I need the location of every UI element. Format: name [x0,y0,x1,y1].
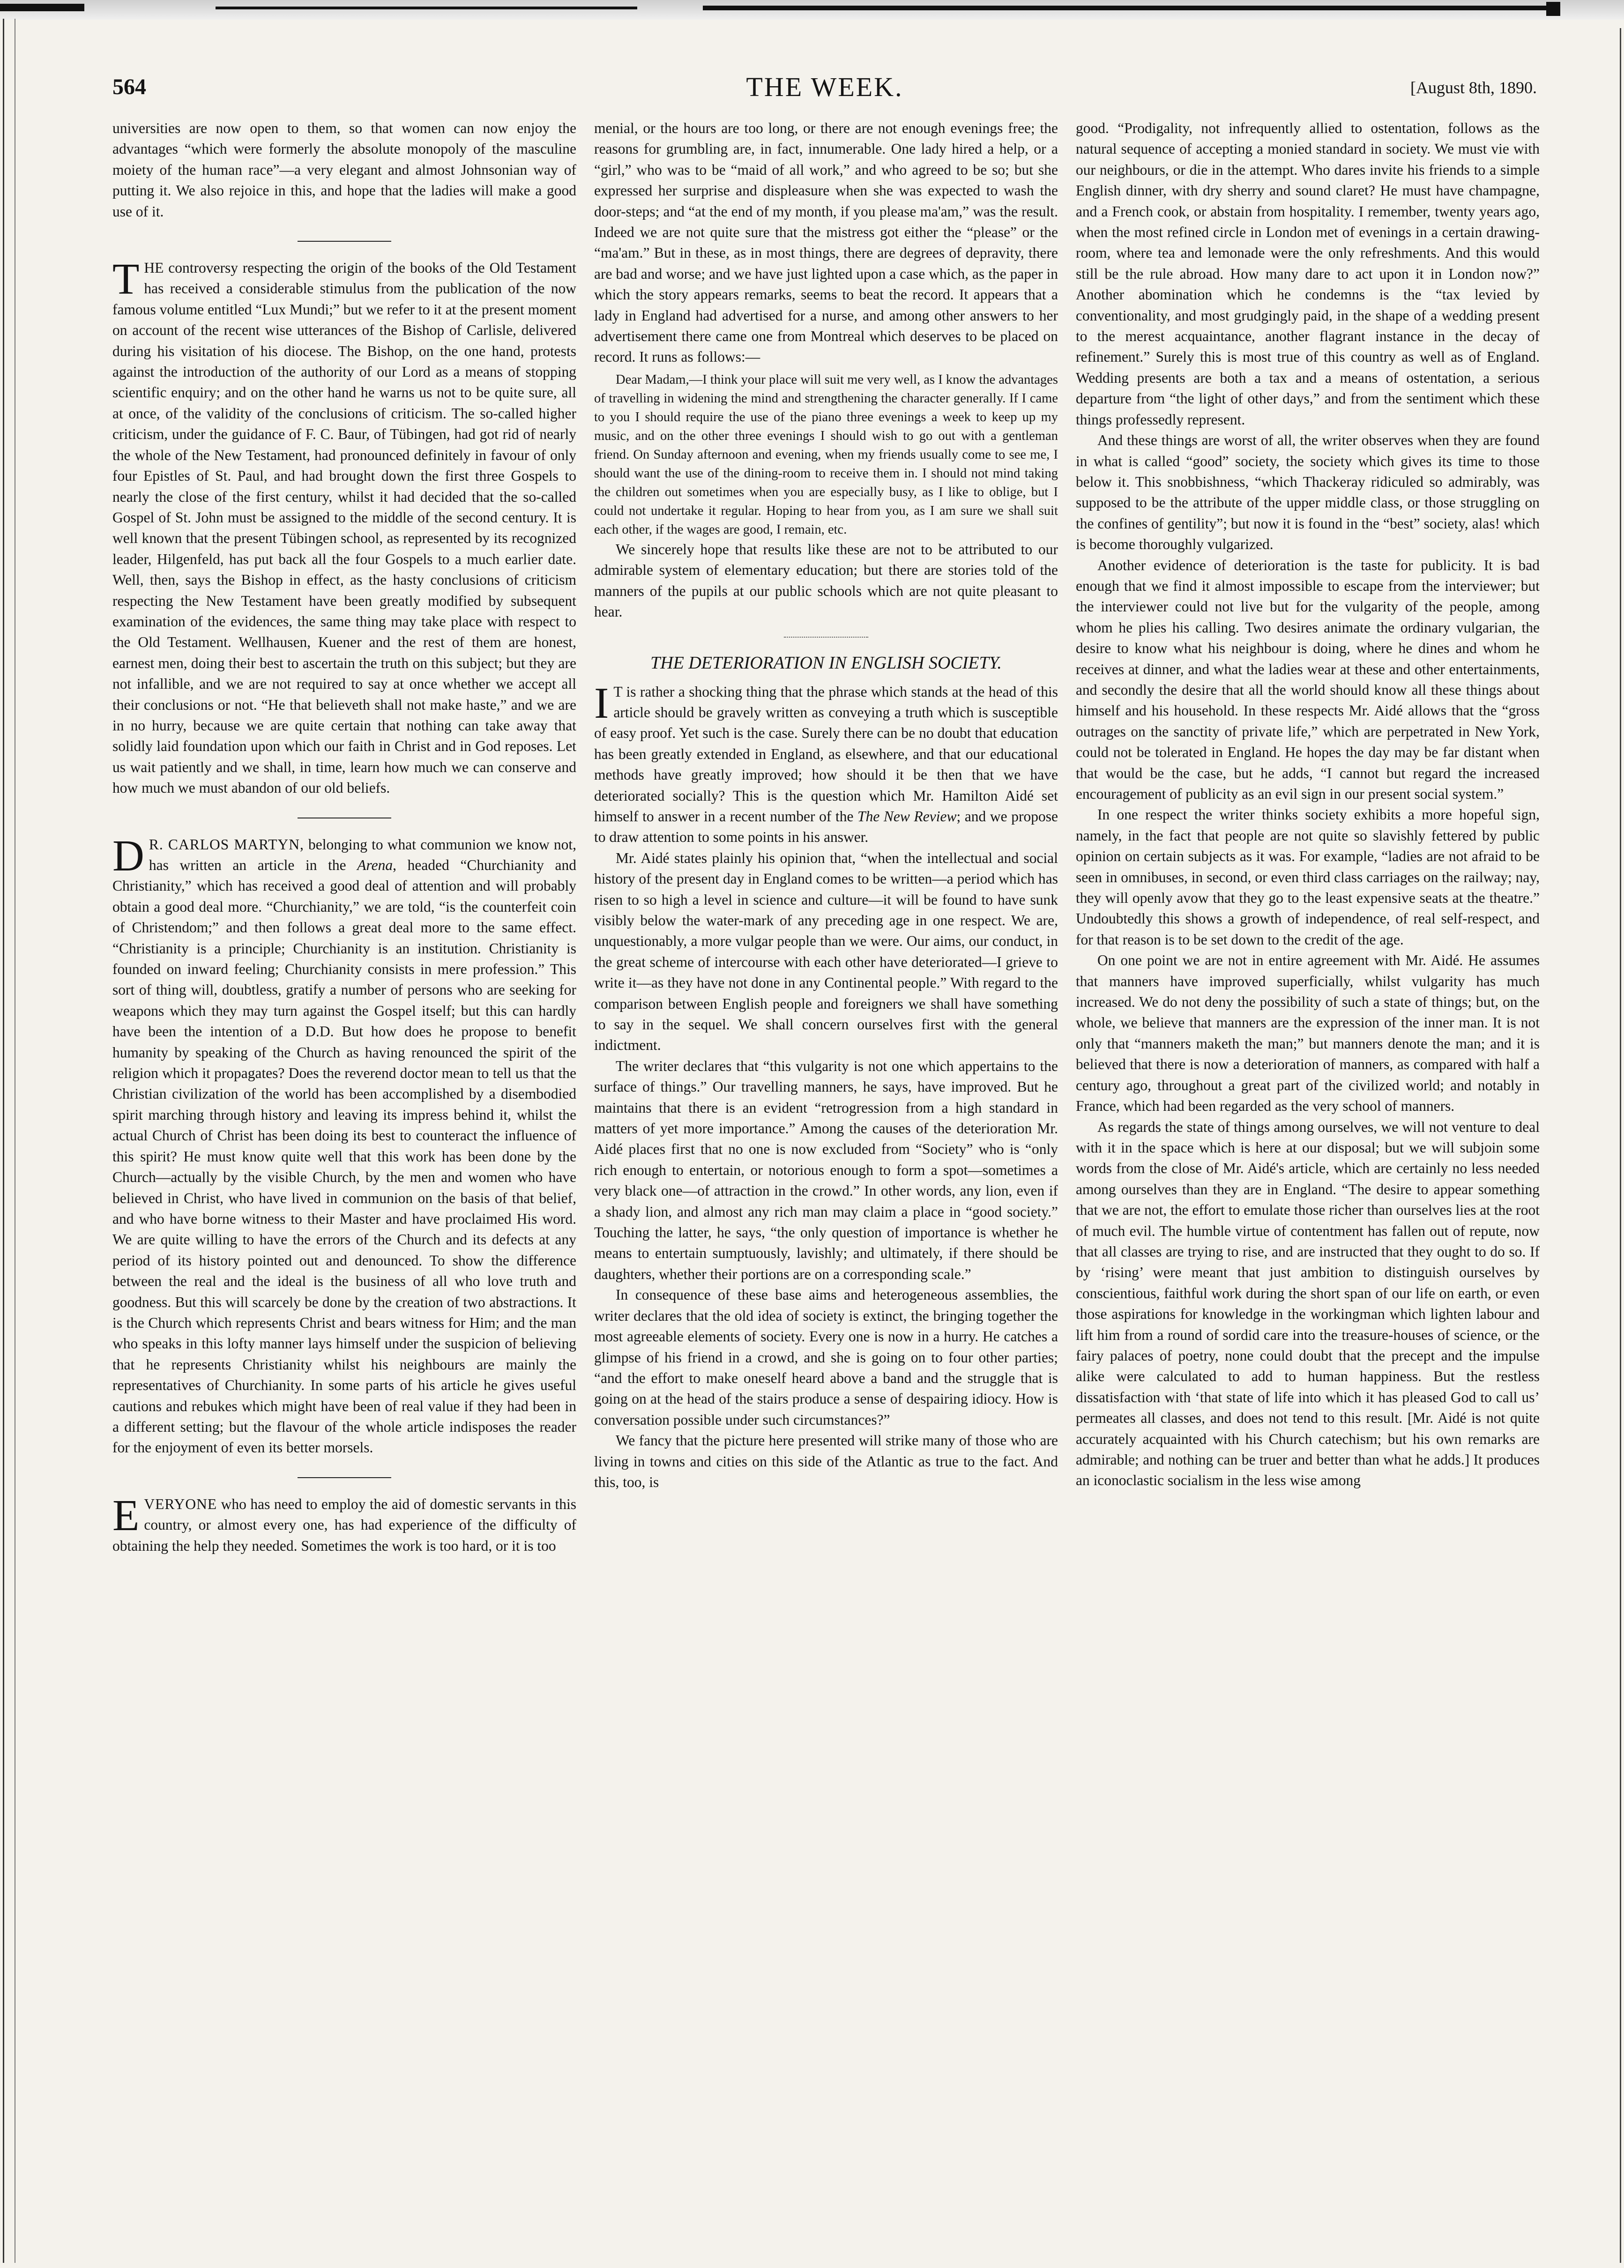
paragraph-assemblies: In consequence of these base aims and heterogeneous assemblies, the writer declares that the old idea of society is extinct, the bringing together the most agreeable elements of society. Every one is now in a hurry. He catches a glimpse of his friend in a crowd, and she is going on to four other parties; “and the effort to make oneself heard above a band and the struggle that is going on at the head of the stairs produce a sense of despairing idiocy. How is conversation possible under such circumstances?” [594,1286,1058,1428]
paragraph-old-testament [112,255,576,799]
binding-edge [3,19,15,2263]
letter-quote: Dear Madam,—I think your place will suit me very well, as I know the advantages of travelling in widening the mind and strengthening the character generally. If I came to you I should require the use of the piano three evenings a week to keep up my music, and on the other three evenings I should wish to go out with a gentleman friend. On Sunday afternoon and evening, when my friends usually come to see me, I should want the use of the dining-room to receive them in. I should not mind taking the children out sometimes when you are especially busy, as I like to oblige, but I could not undertake it regular. Hoping to hear from you, as I am sure we shall suit each other, if the wages are good, I remain, etc. [594,372,1058,537]
section-divider [298,1477,391,1478]
paragraph-text: HE controversy respecting the origin of the books of the Old Testament has received a considerable stimulus from the publication of the now famous volume entitled “Lux Mundi;” but we refer to it at the present moment on account of the recent wise utterances of the Bishop of Carlisle, delivered during his visitation of his diocese. The Bishop, on the one hand, protests against the introduction of the authority of our Lord as a means of stopping scientific enquiry; and on the other hand he warns us not to be quite sure, all at once, of the validity of the conclusions of criticism. The so-called higher criticism, under the guidance of F. C. Baur, of Tübingen, had got rid of nearly the whole of the New Testament, had pronounced definitely in favour of only four Epistles of St. Paul, and had brought down the first three Gospels to nearly the close of the first century, whilst it had decided that the so-called Gospel of St. John must be assigned to the middle of the second century. It is well known that the present Tübingen school, as represented by its recognized leader, Hilgenfeld, has put back all the four Gospels to a much earlier date. Well, then, says the Bishop in effect, as the hasty conclusions of criticism respecting the New Testament have been greatly modified by subsequent examination of the evidences, the same thing may take place with respect to the Old Testament. Wellhausen, Kuener and the rest of them are honest, earnest men, doing their best to ascertain the truth on this subject; but they are not infallible, and we are not required to say at once whether we accept all their conclusions or not. “He that believeth shall not make haste,” and we are in no hurry, because we are quite certain that nothing can take away that solidly laid foundation upon which our faith in Christ and in God reposes. Let us wait patiently and we shall, in time, learn how much we can conserve and how much we must abandon of our old beliefs. [112,260,576,796]
section-divider [298,241,391,242]
paragraph-aide-opinion: Mr. Aidé states plainly his opinion that, “when the intellectual and social history of the present day in England comes to be written—a period which has risen to so high a level in science and culture—it will be found to have sunk visibly below the water-mark of any preceding age in one respect. We are, unquestionably, a more vulgar people than we were. Our aims, our conduct, in the great scheme of intercourse with each other have deteriorated—I grieve to write it—as they have not done in any Continental people.” With regard to the comparison between English people and foreigners we shall have something to say in the sequel. We shall concern ourselves first with the general indictment. [594,849,1058,1054]
paragraph-deterioration-intro: I T is rather a shocking thing that the phrase which stands at the head of this article should be gravely written as conveying a truth which is susceptible of easy proof. Yet such is the case. Surely there can be no doubt that education has been greatly extended in England, as elsewhere, and that our educational methods have greatly improved; how should it be then that we have deteriorated socially? This is the question which Mr. Hamilton Aidé set himself to answer in a recent number of the The New Review; and we propose to draw attention to some points in his answer. [594,678,1058,846]
article-title: THE DETERIORATION IN ENGLISH SOCIETY. [650,653,1002,673]
paragraph-servants: EVERYONE who has need to employ the aid of domestic servants in this country, or almost every one, has had experience of the difficulty of obtaining the help they needed. Sometimes the work is too hard, or it is too [112,1491,576,1554]
lead-caps: R. CARLOS MARTYN, [149,836,304,853]
paragraph-publicity: Another evidence of deterioration is the taste for publicity. It is bad enough that we find it almost impossible to escape from the interviewer; but the interviewer could not live but for the vulgarity of the people, among whom he plies his calling. Two desires animate the ordinary vulgarian, the desire to know what his neighbour is doing, where he dines and whom he receives at dinner, and what the ladies wear at these and other entertainments, and secondly the desire that all the world should know all these things about himself and his household. In these respects Mr. Aidé allows that the “gross outrages on the sanctity of private life,” which are perpetrated in New York, could not be tolerated in England. He hopes the day may be far distant when that would be the case, but he adds, “I cannot but regard the increased encouragement of publicity as an evil sign in our present social system.” [1076,557,1540,802]
masthead: THE WEEK. [746,72,903,102]
section-divider [784,637,868,638]
paragraph-hopeful-sign: In one respect the writer thinks society exhibits a more hopeful sign, namely, in the fact that people are not quite so slavishly fettered by public opinion on certain subjects as it was. For example, “ladies are not afraid to be seen in omnibuses, in second, or even third class carriages on the railway; nay, they will openly avow that they go to the least expensive seats at the theatre.” Undoubtedly this shows a growth of independence, of real self-respect, and for that reason is to be set down to the credit of the age. [1076,806,1540,948]
paragraph-martyn: D R. CARLOS MARTYN, belonging to what communion we know not, has written an article in the Arena, headed “Churchianity and Christianity,” which has received a good deal of attention and will probably obtain a good deal more. “Churchianity,” we are told, “is the counterfeit coin of Christendom;” and then follows a great deal more to the same effect. “Christianity is a principle; Churchianity is an institution. Christianity is founded on inward feeling; Churchianity consists in mere profession.” This sort of thing will, doubtless, gratify a number of persons who are seeking for weapons which they may turn against the Gospel itself; but this can hardly have been the intention of a D.D. But how does he propose to benefit humanity by speaking of the Church as having renounced the spirit of the religion which it propagates? Does the reverend doctor mean to tell us that the Christian civilization of the world has been accomplished by a disembodied spirit marching through history and leaving its impress behind it, whilst the actual Church of Christ has been doing its best to counteract the influence of this spirit? He must know quite well that this work has been done by the Church—actually by the visible Church, by the men and women who have believed in Christ, who have lived in communion on the basis of that belief, and who have borne witness to their Master and have proclaimed His word. We are quite willing to have the errors of the Church and its defects at any period of its history pointed out and denounced. To show the difference between the real and the ideal is the business of all who love truth and goodness. But this will scarcely be done by the creation of two abstractions. It is the Church which represents Christ and bears witness for Him; and the man who speaks in this lofty manner lays himself under the suspicion of believing that he represents Christianity whilst his neighbours are mainly the representatives of Churchianity. In some parts of his article he gives useful cautions and rebukes which might have been of real value if they had been in a different setting; but the flavour of the whole article indisposes the reader for the enjoyment of even its better morsels. [112,831,576,1456]
page-number: 564 [112,74,146,99]
drop-cap: I [594,678,609,728]
drop-cap: E [112,1491,140,1540]
paragraph-atlantic: We fancy that the picture here presented will strike many of those who are living in towns and cities on this side of the Atlantic as true to the fact. And this, too, is [594,1432,1058,1490]
column-2 [594,118,1058,1493]
paragraph-prodigality: good. “Prodigality, not infrequently allied to ostentation, follows as the natural sequence of accepting a monied standard in society. We must vie with our neighbours, or die in the attempt. Who dares invite his friends to a simple English dinner, with dry sherry and sound claret? He must have champagne, and a French cook, or abstain from hospitality. I remember, twenty years ago, when the most refined circle in London met of evenings in a certain drawing-room, where tea and lemonade were the only refreshments. And this would still be the rule abroad. How many dare to act upon it in London now?” Another abomination which he condemns is the “tax levied by conventionality, and most grudgingly paid, in the shape of a wedding present to the merest acquaintance, another flagrant instance in the decay of refinement.” Surely this is most true of this country as well as of England. Wedding presents are both a tax and a means of ostentation, a serious departure from “the light of other days,” and from the sentiment which these things professedly represent. [1076,120,1540,428]
journal-name: The New Review [857,808,957,825]
paragraph-universities: universities are now open to them, so that women can now enjoy the advantages “which were formerly the absolute monopoly of the masculine moiety of the human race”—a very elegant and almost Johnsonian way of putting it. We also rejoice in this, and hope that the ladies will make a good use of it. [112,120,576,220]
column-3 [1076,118,1540,1491]
journal-name: Arena [357,857,393,873]
page-header [112,74,1537,112]
page-edge [1615,28,1621,2263]
issue-date: [August 8th, 1890. [1410,78,1537,97]
paragraph-education: We sincerely hope that results like these are not to be attributed to our admirable system of elementary education; but there are stories told of the manners of the pupils at our public schools which are not quite pleasant to hear. [594,541,1058,620]
drop-cap: T [112,255,140,304]
scan-top-band [0,0,1624,20]
paragraph-servants-cont: menial, or the hours are too long, or there are not enough evenings free; the reasons for grumbling are, in fact, innumerable. One lady hired a help, or a “girl,” who was to be “maid of all work,” and who agreed to be so; but she expressed her surprise and displeasure when she was expected to wash the door-steps; and “at the end of my month, if you please ma'am,” was the result. Indeed we are not quite sure that the mistress got either the “please” or the “ma'am.” But in these, as in most things, there are degrees of depravity, there are bad and worse; and we have just lighted upon a case which, as the paper in which the story appears remarks, seems to beat the record. It appears that a lady in England had advertised for a nurse, and among other answers to her advertisement there came one from Montreal which deserves to be placed on record. It runs as follows:— [594,120,1058,365]
drop-cap: D [112,831,144,880]
column-1 [112,118,576,1556]
lead-caps: VERYONE [144,1495,217,1512]
paragraph-contentment: As regards the state of things among ourselves, we will not venture to deal with it in the space which is here at our disposal; but we will subjoin some words from the close of Mr. Aidé's article, which are certainly no less needed among ourselves than they are in England. “The desire to appear something that we are not, the effort to emulate those richer than ourselves lies at the root of much evil. The humble virtue of contentment has fallen out of repute, now that all classes are trying to rise, and are instructed that they ought to do so. If by ‘rising’ were meant that just ambition to distinguish ourselves by conscientious, faithful work during the short span of our life on earth, or even those aspirations for knowledge in the workingman which lighten labour and lift him from a round of sordid care into the treasure-houses of science, or the fairy palaces of poetry, none could doubt that the precept and the impulse alike were calculated to add to human happiness. But the restless dissatisfaction with ‘that state of life into which it has pleased God to call us’ permeates all classes, and does not tend to this result. [Mr. Aidé is not quite accurately acquainted with his Church catechism; but his own remarks are admirable; and nothing can be truer and better than what he adds.] It produces an iconoclastic socialism in the less wise among [1076,1118,1540,1489]
paragraph-vulgarity: The writer declares that “this vulgarity is not one which appertains to the surface of things.” Our travelling manners, he says, have improved. But he maintains that there is an evident “retrogression from a high standard in matters of yet more importance.” Among the causes of the deterioration Mr. Aidé places first that no one is now excluded from “Society” who is “only rich enough to entertain, or notorious enough to form a spot—sometimes a very black one—of attraction in the crowd.” In other words, any lion, even if a shady lion, and almost any rich man may claim a place in “good society.” Touching the latter, he says, “the only question of importance is whether he means to entertain sumptuously, lavishly; and ultimately, if there should be daughters, whether their portions are on a corresponding scale.” [594,1057,1058,1282]
paragraph-manners: On one point we are not in entire agreement with Mr. Aidé. He assumes that manners have improved superficially, whilst vulgarity has much increased. We do not deny the possibility of such a state of things; but, on the whole, we believe that manners are the expression of the inner man. It is not only that “manners maketh the man;” but manners denote the man; and it is believed that there is now a deterioration of manners, as compared with half a century ago, throughout a great part of the civilized world; and notably in France, which had been regarded as the very school of manners. [1076,952,1540,1115]
paragraph-snobbishness: And these things are worst of all, the writer observes when they are found in what is called “good” society, the society which gives its time to those below it. This snobbishness, “which Thackeray ridiculed so admirably, was supposed to be the attribute of the upper middle class, or those struggling on the confines of gentility”; but now it is found in the “best” society, alas! which is become thoroughly vulgarized. [1076,432,1540,553]
